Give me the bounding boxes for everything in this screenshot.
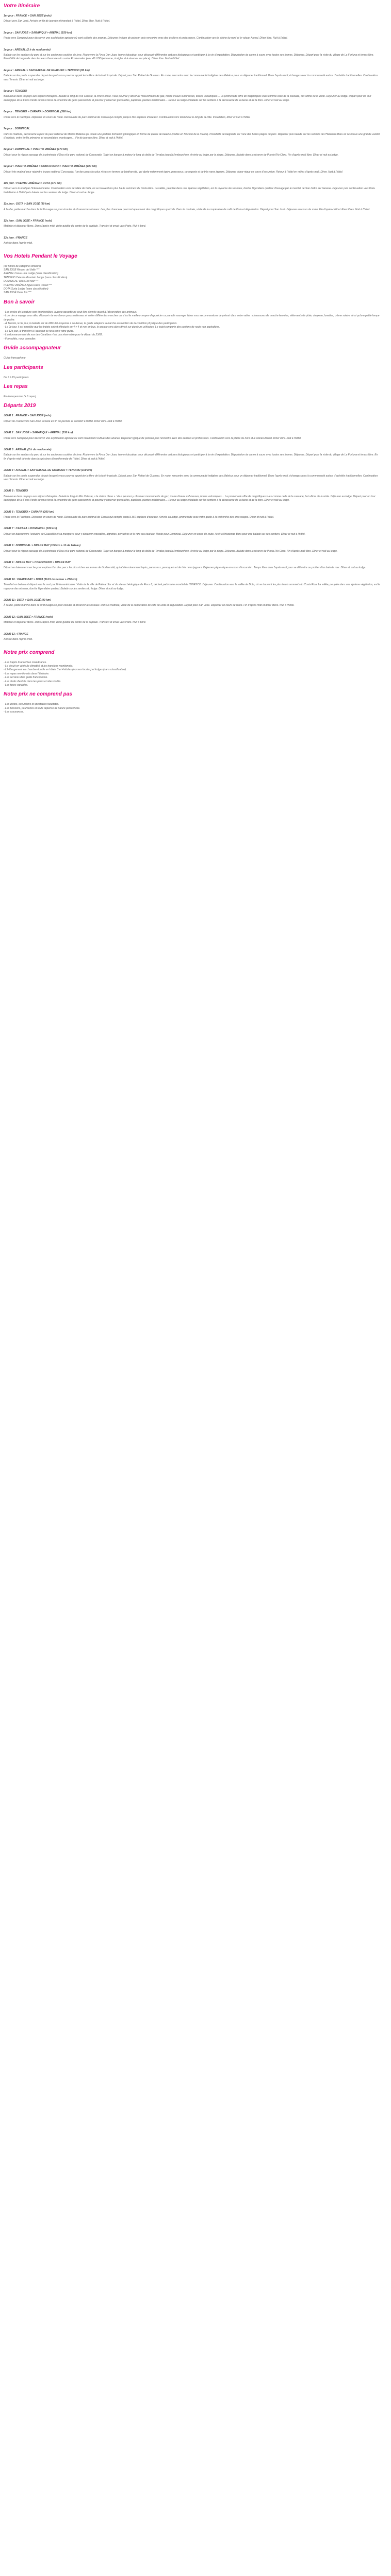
departure-day bbox=[4, 616, 380, 625]
day-text: Départ vers San José. Arrivée en fin de journée et transfert à l'hôtel. Dîner libre. Nuit à l'hôtel. bbox=[4, 20, 110, 23]
day-text: Arrivée dans l'après-midi. bbox=[4, 638, 33, 641]
day-title: JOUR 4 : ARENAL > SAN RAFAEL DE GUATUSO > TENORIO (100 km) bbox=[4, 469, 92, 472]
departure-day bbox=[4, 448, 380, 461]
guide-title: Guide accompagnateur bbox=[4, 345, 61, 351]
price-excludes-item: - Les boissons, pourboires et toute dépense de nature personnelle. bbox=[4, 706, 80, 710]
good-to-know-item: - À Tenorio, le 5e jour, la balade est de difficulté moyenne à soutenue, le guide adaptera la marche en fonction de la condition physique des participants. bbox=[4, 322, 177, 326]
departures-title: Départs 2019 bbox=[4, 403, 36, 409]
day-text: Départ de France vers San José. Arrivée en fin de journée et transfert à l'hôtel. Dîner libre. Nuit à l'hôtel. bbox=[4, 419, 123, 423]
day-text: À l'aube, petite marche dans la forêt nuageuse pour écouter et observer les oiseaux. Les plus chanceux pourront apercevoir des magnifiques quetzals. Dans la matinée, visite de la coopérative de café de Dota et dégustation. Départ pour San José. Déjeuner en cours de route. Fin d'après-midi et dîner libres. Nuit à l'hôtel. bbox=[4, 208, 370, 211]
hotel-item: DOTA Suria Lodge (sans classification) bbox=[4, 287, 48, 291]
day-text: Départ vers le nord par l'Interamericaine. Continuation vers la vallée de Dota, où se trouvent les plus hauts sommets du Costa Rica. La vallée, peuplée dans une épaisse végétation, est le royaume des oiseaux, dont le légendaire quetzal. Passage par le marché de San Isidro del General. Déjeuner puis continuation vers Dota. Installation à l'hôtel puis balade sur les sentiers du lodge. Dîner et nuit au lodge. bbox=[4, 187, 376, 194]
day-title: 9e jour : PUERTO JIMÉNEZ > CORCOVADO > PUERTO JIMÉNEZ (100 km) bbox=[4, 165, 97, 168]
departure-day bbox=[4, 633, 380, 642]
hotels-list bbox=[4, 268, 380, 295]
day-text: Départ pour la région sauvage de la péninsule d'Osa et le parc national de Corcovado. Trajet en barque à moteur le long du delta de Terraba jusqu'à l'embouchure. Arrivée au lodge par la plage. Déjeuner. Balade dans la réserve de Puerto Río Claro. Fin d'après-midi libre. Dîner et nuit au lodge. bbox=[4, 153, 339, 157]
itinerary-list bbox=[4, 14, 380, 246]
day-text: Départ très matinal pour rejoindre le parc national Corcovado, l'un des parcs les plus riches en termes de biodiversité, qui abrite notamment tapirs, paresseux, perroquets et de très rares jaguars. Déjeuner pique-nique en cours d'excursion. Retour à l'hôtel en milieu d'après-midi. Dîner. Nuit à l'hôtel. bbox=[4, 170, 343, 174]
day-title: 4e jour : ARENAL > SAN RAFAEL DE GUATUSO > TENORIO (95 km) bbox=[4, 69, 90, 72]
day-title: 6e jour : TENORIO > CARARA > DOMINICAL (380 km) bbox=[4, 110, 72, 114]
price-includes-item: - Les repas mentionnés dans l'itinéraire. bbox=[4, 672, 50, 675]
day-text: Bienvenue dans un pays aux séjours thérapies. Balade le long du Río Celeste, « la rivière bleue ». Vous pourrez y observer mouvements de gaz, marre d'eaux sulfureuses, boues volcaniques… La promenade offre de magnifiques vues comme celle de la cascade, but ultime de la visite. Déjeuner au lodge. Départ pour un tour écologique de la Finca Verde où vous ferez la rencontre de gens passionnés et pourrez y observer grenouilles, papillons, plantes médicinales… Retour au lodge et balade sur les sentiers à la découverte de la faune et de la flore. Dîner et nuit au lodge. bbox=[4, 495, 376, 502]
itinerary-day bbox=[4, 48, 380, 61]
itinerary-day bbox=[4, 165, 380, 174]
departures-list bbox=[4, 414, 380, 641]
day-text: Route vers le Pacifique. Déjeuner en cours de route. Découverte du parc national de Carara qui compte jusqu'à 360 espèces d'oiseaux. Continuation vers Dominical le long de la côte. Installation, dîner et nuit à l'hôtel. bbox=[4, 115, 251, 119]
day-title: JOUR 13 : FRANCE bbox=[4, 632, 28, 636]
meals-text: En demi-pension (+ 6 repas) bbox=[4, 395, 37, 398]
itinerary-day bbox=[4, 110, 380, 120]
departure-day bbox=[4, 431, 380, 440]
itinerary-day bbox=[4, 182, 380, 195]
day-title: JOUR 5 : TENORIO bbox=[4, 489, 28, 493]
hotel-item: SAN JOSÉ Dune Inn *** bbox=[4, 291, 31, 295]
price-includes-item: - Les taxes variables. bbox=[4, 683, 28, 687]
good-to-know-item: - Lors de ce voyage vous allez découvrir de nombreux parcs nationaux et visiter différentes marches car c'est le meilleur moyen d'apprécier ce paradis sauvage. Nous vous recommandons de prévoir dans votre valise : chaussures de marche fermées, vêtements de pluie, chapeau, lunettes, crème solaire ainsi qu'une petite lampe de poche. bbox=[4, 314, 380, 321]
good-to-know-item: - Le 12e jour, le transfert à l'aéroport se fera sans votre guide. bbox=[4, 329, 74, 333]
departure-day bbox=[4, 578, 380, 591]
itinerary-day bbox=[4, 14, 380, 24]
itinerary-day bbox=[4, 127, 380, 140]
day-text: Balade sur les sentiers du parc et sur les anciennes coulées de lave. Route vers la Finca Don Juan, ferme éducative, pour découvrir différentes cultures biologiques et participer à la vie d'exploitation. Dégustation de canne à sucre avec toutes ses formes. Déjeuner. Départ pour la visite du village de La Fortuna et temps libre. Possibilité de baignade dans les eaux thermales du centre Ecotermales (env. 45 USD/personne, à régler et à réserver sur place). Dîner libre. Nuit à l'hôtel. bbox=[4, 54, 374, 61]
day-text: Route vers Sarapiquí pour découvrir une exploitation agricole où sont notamment cultivés des ananas. Déjeuner typique de poisson puis rencontre avec des écoliers et professeurs. Continuation vers la plaine du nord et le volcan Arenal. Dîner libre. Nuit à l'hôtel. bbox=[4, 436, 302, 440]
hotel-item: DOMINICAL Villas Río Mar *** bbox=[4, 280, 39, 283]
price-includes-item: - Les services d'un guide francophone. bbox=[4, 676, 48, 680]
day-title: 2e jour : SAN JOSÉ > SARAPIQUÍ > ARENAL (150 km) bbox=[4, 31, 72, 35]
day-text: Arrivée dans l'après-midi. bbox=[4, 242, 33, 245]
itinerary-title: Votre itinéraire bbox=[4, 3, 40, 9]
price-excludes-item: - Les assurances. bbox=[4, 710, 24, 714]
meals-title: Les repas bbox=[4, 383, 28, 389]
itinerary-day bbox=[4, 148, 380, 157]
itinerary-day bbox=[4, 69, 380, 82]
day-title: 10e jour : PUERTO JIMÉNEZ > DOTA (270 km) bbox=[4, 181, 62, 185]
itinerary-day bbox=[4, 90, 380, 103]
day-text: Départ pour la région sauvage de la péninsule d'Osa et le parc national de Corcovado. Trajet en barque à moteur le long du delta de Terraba jusqu'à l'embouchure. Arrivée au lodge par la plage. Déjeuner. Balade dans la réserve de Punta Río Claro. Fin d'après-midi libre. Dîner et nuit au lodge. bbox=[4, 549, 338, 553]
departure-day bbox=[4, 489, 380, 502]
hotels-title: Vos Hotels Pendant le Voyage bbox=[4, 253, 77, 259]
day-title: JOUR 3 : ARENAL (2 h de randonnée) bbox=[4, 448, 52, 451]
page bbox=[0, 0, 384, 720]
day-text: Balade sur les sentiers du parc et sur les anciennes coulées de lave. Route vers la Finca Don Juan, ferme éducative, pour découvrir différentes cultures biologiques et participer à la vie d'exploitation. Dégustation de canne à sucre avec toutes ses formes. Déjeuner. Départ pour la visite du village de La Fortuna et temps libre. En fin d'après-midi détente dans les piscines d'eau thermale de l'hôtel. Dîner et nuit à l'hôtel. bbox=[4, 453, 378, 461]
price-includes-list bbox=[4, 661, 380, 688]
participants-title: Les participants bbox=[4, 364, 43, 370]
price-includes-item: - L'hébergement en chambre double en hôtels 3 et 4 étoiles (normes locales) et lodges (sans classification). bbox=[4, 668, 127, 672]
price-excludes-title: Notre prix ne comprend pas bbox=[4, 691, 72, 698]
day-text: À l'aube, petite marche dans la forêt nuageuse pour écouter et observer les oiseaux. Dans la matinée, visite de la coopérative de café de Dota et dégustation. Départ pour San José. Déjeuner en cours de route. Fin d'après-midi et dîner libres. Nuit à l'hôtel. bbox=[4, 604, 295, 607]
day-text: Matinée et déjeuner libres. Dans l'après-midi, visite guidée du centre de la capitale. Transfert et envol vers Paris. Nuit à bord. bbox=[4, 621, 146, 624]
hotel-item: ARENAL Casa Luna Lodge (sans classification) bbox=[4, 272, 58, 276]
good-to-know-list bbox=[4, 311, 380, 341]
day-title: JOUR 2 : SAN JOSÉ > SARAPIQUÍ > ARENAL (150 km) bbox=[4, 431, 73, 435]
departure-day bbox=[4, 527, 380, 536]
good-to-know-item: - Formalités, nous consulter. bbox=[4, 337, 36, 341]
day-text: Bienvenue dans un pays aux séjours thérapies. Balade le long du Río Celeste, la rivière bleue. Vous pourrez y observer mouvements de gaz, marre d'eaux sulfureuses, boues volcaniques… La promenade offre de magnifiques vues comme celle de la cascade, but ultime de la visite. Déjeuner au lodge. Départ pour un tour écologique de la Finca Verde où vous ferez la rencontre de gens passionnés et pourrez y observer grenouilles, papillons, plantes médicinales… Retour au lodge et balade sur les sentiers à la découverte de la faune et de la flore. Dîner et nuit au lodge. bbox=[4, 95, 371, 102]
day-text: Transfert en bateau et départ vers le nord par l'Interaméricaine. Visite de la ville de Palmar Sur et du site archéologique de Finca 6, déclaré patrimoine mondial de l'UNESCO. Déjeuner. Continuation vers la vallée de Dota, où se trouvent les plus hauts sommets du Costa Rica. La vallée, peuplée dans une épaisse végétation, est le royaume des oiseaux, dont le légendaire quetzal. Balade sur les sentiers du lodge. Dîner et nuit au lodge. bbox=[4, 583, 380, 590]
price-includes-item: - Le circuit en véhicule climatisé et les transferts mentionnés. bbox=[4, 664, 73, 668]
good-to-know-item: - Les cycles de la nature sont imprévisibles, aucune garantie ne peut être donnée quant à l'observation des animaux. bbox=[4, 310, 137, 314]
price-includes-item: - Les droits d'entrée dans les parcs et sites visités. bbox=[4, 680, 61, 683]
day-title: 12e jour : SAN JOSÉ > FRANCE (vols) bbox=[4, 219, 52, 223]
price-excludes-item: - Les visites, excursions et spectacles facultatifs. bbox=[4, 703, 59, 706]
itinerary-day bbox=[4, 202, 380, 212]
day-title: JOUR 6 : TENORIO > CARARA (200 km) bbox=[4, 510, 54, 514]
day-text: Matinée et déjeuner libres. Dans l'après-midi, visite guidée du centre de la capitale. Transfert et envol vers Paris. Nuit à bord. bbox=[4, 225, 146, 228]
day-title: JOUR 9 : DRAKE BAY > CORCOVADO > DRAKE BAY bbox=[4, 561, 71, 565]
day-title: 7e jour : DOMINICAL bbox=[4, 127, 30, 131]
day-text: Départ en bateau vers l'estuaire de Guacalillo et sa mangrove pour y observer crocodiles, aigrettes, perruches et le rare ara écarlate. Route pour Dominical. Déjeuner en cours de route. Arrêt à l'Hacienda Baru pour une balade sur ses sentiers. Dîner et nuit à l'hôtel. bbox=[4, 532, 305, 536]
day-title: 8e jour : DOMINICAL > PUERTO JIMÉNEZ (170 km) bbox=[4, 148, 68, 151]
itinerary-day bbox=[4, 219, 380, 229]
hotel-item: SAN JOSÉ Rincon del Valle *** bbox=[4, 268, 40, 272]
day-title: 3e jour : ARENAL (2 h de randonnée) bbox=[4, 48, 51, 52]
hotel-item: PUERTO JIMÉNEZ Agua Dulce Resort *** bbox=[4, 283, 52, 287]
day-title: 13e jour : FRANCE bbox=[4, 236, 28, 240]
good-to-know-item: - L'ordonnancement de nos des Caraïbes n'est pas réservable pour le départ du 23/02. bbox=[4, 333, 103, 337]
day-text: Départ en bateau et marche pour explorer l'un des parcs les plus riches en termes de biodiversité, qui abrite notamment tapirs, paresseux, perroquets et de très rares jaguars. Déjeuner pique-nique en cours d'excursion. Temps libre dans l'après-midi pour se détendre ou profiter d'un bain de mer. Dîner et nuit au lodge. bbox=[4, 566, 366, 570]
price-includes-item: - Les trajets France/San José/France. bbox=[4, 660, 47, 664]
itinerary-day bbox=[4, 31, 380, 41]
departure-day bbox=[4, 414, 380, 423]
day-title: JOUR 10 : DRAKE BAY > DOTA (1h15 de bateau + 250 km) bbox=[4, 578, 77, 581]
day-title: JOUR 11 : DOTA > SAN JOSÉ (90 km) bbox=[4, 599, 51, 602]
departure-day bbox=[4, 561, 380, 570]
day-title: 1er jour : FRANCE > SAN JOSÉ (vols) bbox=[4, 14, 52, 18]
day-title: 5e jour : TENORIO bbox=[4, 90, 27, 93]
price-includes-title: Notre prix comprend bbox=[4, 649, 55, 655]
day-title: JOUR 7 : CARARA > DOMINICAL (180 km) bbox=[4, 527, 57, 531]
guide-text: Guide francophone bbox=[4, 357, 26, 360]
day-text: Balade sur les ponts suspendus depuis lesquels vous pourrez apprécier la flore de la forêt tropicale. Départ pour San Rafael de Guatuso. En route, rencontre avec la communauté indigène des Malekus pour un déjeuner traditionnel. Dans l'après-midi, échanges avec la communauté autour d'activités traditionnelles. Continuation vers Tenorio. Dîner et nuit au lodge. bbox=[4, 474, 378, 481]
participants-text: De 6 à 15 participants bbox=[4, 376, 29, 379]
itinerary-day bbox=[4, 236, 380, 246]
good-to-know-item: - Le 9e jour, il est possible que les trajets soient effectués en 4 × 4 et non en bus, le groupe sera alors divisé sur plusieurs véhicules. Le trajet comporte des portions de route non asphaltées. bbox=[4, 326, 220, 329]
hotels-intro: (ou hôtels de catégorie similaire) bbox=[4, 264, 41, 268]
departure-day bbox=[4, 599, 380, 608]
day-text: Route vers Sarapiquí pour découvrir une exploitation agricole où sont cultivés des ananas. Déjeuner typique de poisson puis rencontre avec des écoliers et professeurs. Continuation vers la plaine du nord et le volcan Arenal. Dîner libre. Nuit à l'hôtel. bbox=[4, 37, 288, 40]
hotel-item: TENORIO Celeste Mountain Lodge (sans classification) bbox=[4, 276, 68, 279]
day-title: JOUR 8 : DOMINICAL > DRAKE BAY (100 km + 1h de bateau) bbox=[4, 544, 81, 548]
day-title: JOUR 12 : SAN JOSÉ > FRANCE (vols) bbox=[4, 615, 53, 619]
day-text: Balade sur les ponts suspendus depuis lesquels vous pourrez apprécier la flore de la forêt tropicale. Départ pour San Rafael de Guatuso. En route, rencontre avec la communauté indigène des Malekus pour un déjeuner traditionnel. Dans l'après-midi, échanges avec la communauté autour d'activités traditionnelles. Continuation vers Tenorio. Dîner et nuit au lodge. bbox=[4, 74, 378, 81]
good-to-know-title: Bon à savoir bbox=[4, 299, 35, 305]
price-excludes-list bbox=[4, 703, 380, 714]
day-text: Route vers le Pacifique. Déjeuner en cours de route. Découverte du parc national de Carara qui compte jusqu'à 360 espèces d'oiseaux. Arrivée au lodge, promenade avec votre guide à la recherche des aras rouges. Dîner et nuit à l'hôtel. bbox=[4, 516, 274, 519]
departure-day bbox=[4, 469, 380, 482]
departure-day bbox=[4, 544, 380, 553]
day-title: 11e jour : DOTA > SAN JOSÉ (90 km) bbox=[4, 202, 50, 206]
departure-day bbox=[4, 511, 380, 520]
day-title: JOUR 1 : FRANCE > SAN JOSÉ (vols) bbox=[4, 414, 52, 418]
day-text: Dans la matinée, découverte à pied du parc national de Marino Ballena qui recèle une parfaite formation géologique en forme de queue de baleine (visible en fonction de la marée). Possibilité de baignade sur l'une des belles plages du parc. Déjeuner puis balade sur les sentiers de l'Hacienda Baru où se trouve une grande variété d'habitats, entre forêts primaires et secondaires, marécages… Fin de journée libre. Dîner et nuit à l'hôtel. bbox=[4, 132, 380, 140]
